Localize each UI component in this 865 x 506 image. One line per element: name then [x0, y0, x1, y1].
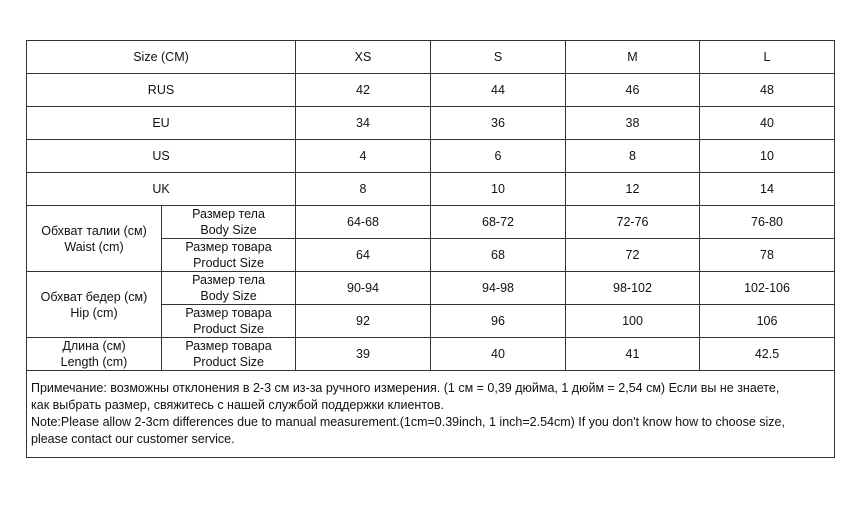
sub-label-en: Body Size [200, 223, 257, 237]
sub-label-ru: Размер товара [185, 339, 272, 353]
note-line-3: Note:Please allow 2-3cm differences due to manual measurement.(1cm=0.39inch, 1 inch=2.54cm) If you don't know how to choose size, [31, 415, 785, 429]
note-line-1: Примечание: возможны отклонения в 2-3 см из-за ручного измерения. (1 см = 0,39 дюйма, 1 дюйм = 2,54 см) Если вы не знаете, [31, 381, 780, 395]
table-cell: 64 [296, 239, 431, 272]
table-cell: 42 [296, 74, 431, 107]
table-row-us [27, 140, 835, 173]
row-label: UK [27, 173, 296, 206]
row-label: US [27, 140, 296, 173]
sub-label-en: Product Size [193, 355, 264, 369]
size-m-header: M [566, 41, 700, 74]
table-cell: 76-80 [700, 206, 835, 239]
product-size-label [162, 338, 296, 371]
table-cell: 100 [566, 305, 700, 338]
length-label [27, 338, 162, 371]
table-cell: 106 [700, 305, 835, 338]
size-header-label: Size (CM) [27, 41, 296, 74]
product-size-label [162, 239, 296, 272]
sub-label-ru: Размер товара [185, 306, 272, 320]
size-chart-table [26, 40, 835, 458]
note-line-4: please contact our customer service. [31, 432, 235, 446]
size-s-header: S [431, 41, 566, 74]
table-cell: 102-106 [700, 272, 835, 305]
hip-label-ru: Обхват бедер (см) [40, 289, 148, 304]
note-text [27, 371, 835, 458]
size-l-header: L [700, 41, 835, 74]
note-line-2: как выбрать размер, свяжитесь с нашей службой поддержки клиентов. [31, 398, 444, 412]
table-cell: 96 [431, 305, 566, 338]
table-cell: 68-72 [431, 206, 566, 239]
table-cell: 6 [431, 140, 566, 173]
product-size-label [162, 305, 296, 338]
table-row-length [27, 338, 835, 371]
table-cell: 64-68 [296, 206, 431, 239]
table-row-hip-body [27, 272, 835, 305]
hip-label [27, 272, 162, 338]
waist-label-en: Waist (cm) [64, 239, 124, 254]
table-cell: 72 [566, 239, 700, 272]
table-cell: 46 [566, 74, 700, 107]
length-label-en: Length (cm) [60, 355, 128, 369]
sub-label-en: Product Size [193, 256, 264, 270]
table-cell: 41 [566, 338, 700, 371]
table-cell: 34 [296, 107, 431, 140]
sub-label-en: Body Size [200, 289, 257, 303]
sub-label-en: Product Size [193, 322, 264, 336]
sub-label-ru: Размер тела [192, 273, 265, 287]
table-cell: 38 [566, 107, 700, 140]
table-cell: 44 [431, 74, 566, 107]
note-row [27, 371, 835, 458]
body-size-label [162, 206, 296, 239]
row-label: EU [27, 107, 296, 140]
table-row-rus [27, 74, 835, 107]
table-cell: 4 [296, 140, 431, 173]
table-cell: 48 [700, 74, 835, 107]
table-cell: 8 [296, 173, 431, 206]
table-cell: 10 [431, 173, 566, 206]
table-row-waist-body [27, 206, 835, 239]
row-label: RUS [27, 74, 296, 107]
table-cell: 72-76 [566, 206, 700, 239]
table-row-eu [27, 107, 835, 140]
table-cell: 42.5 [700, 338, 835, 371]
table-cell: 39 [296, 338, 431, 371]
table-cell: 10 [700, 140, 835, 173]
table-row-uk [27, 173, 835, 206]
sub-label-ru: Размер товара [185, 240, 272, 254]
size-xs-header: XS [296, 41, 431, 74]
table-cell: 8 [566, 140, 700, 173]
waist-label [27, 206, 162, 272]
table-cell: 40 [700, 107, 835, 140]
header-row [27, 41, 835, 74]
length-label-ru: Длина (см) [62, 339, 126, 353]
table-cell: 14 [700, 173, 835, 206]
table-cell: 40 [431, 338, 566, 371]
hip-label-en: Hip (cm) [70, 305, 118, 320]
table-cell: 92 [296, 305, 431, 338]
table-cell: 36 [431, 107, 566, 140]
sub-label-ru: Размер тела [192, 207, 265, 221]
body-size-label [162, 272, 296, 305]
table-cell: 98-102 [566, 272, 700, 305]
table-cell: 68 [431, 239, 566, 272]
table-cell: 12 [566, 173, 700, 206]
table-cell: 90-94 [296, 272, 431, 305]
waist-label-ru: Обхват талии (см) [41, 223, 147, 238]
table-cell: 78 [700, 239, 835, 272]
table-cell: 94-98 [431, 272, 566, 305]
